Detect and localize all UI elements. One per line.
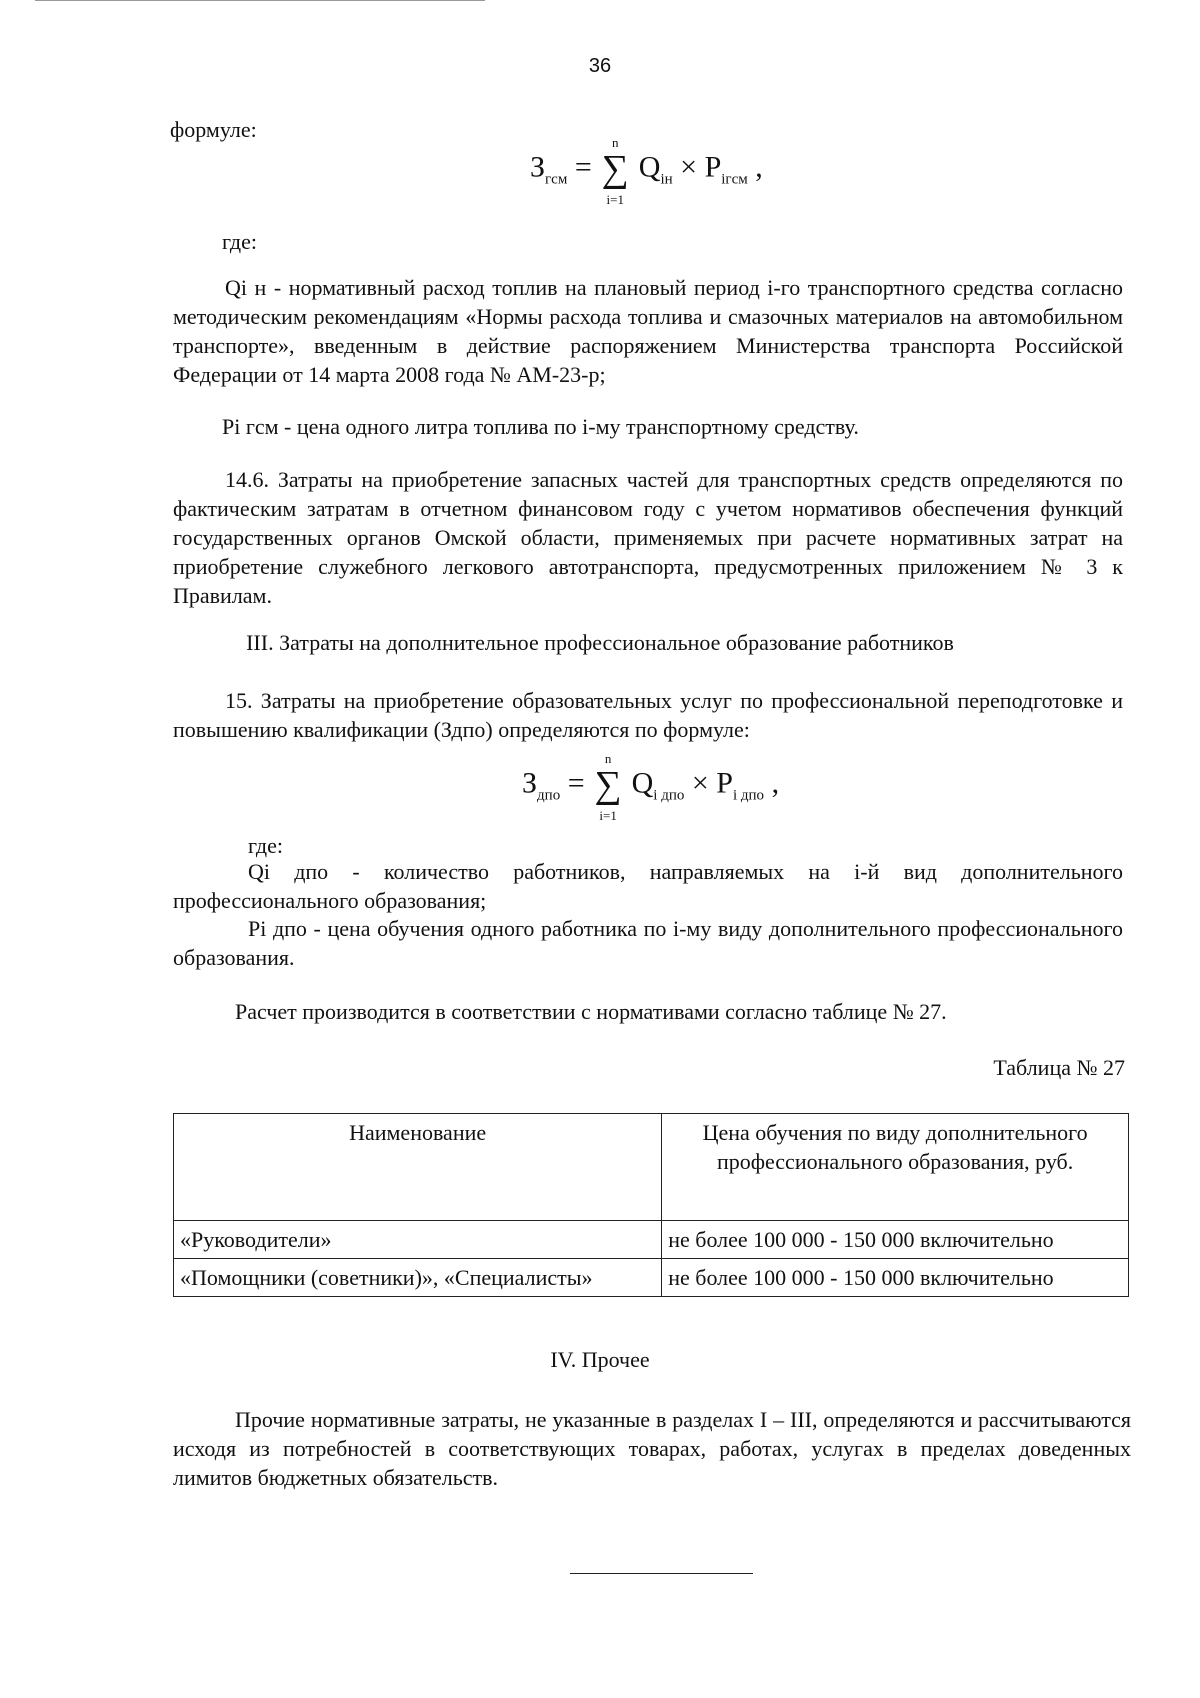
table-cell-price: не более 100 000 - 150 000 включительно — [662, 1221, 1129, 1259]
where-label: где: — [248, 833, 283, 858]
formula-lhs-subscript: дпо — [537, 787, 561, 804]
definition-fuel-consumption: Qi н - нормативный расход топлив на плановый период i-го транспортного средства согласно методическим рекомендациям «Нормы расхода топлива и смазочных материалов на автомобильном транспорте», введенным в действие распоряжением Министерства транспорта Российской Федерации от 14 марта 2008 года № АМ-23-р; — [173, 275, 1123, 387]
formula-training-cost: $З_{дпо}$ = n ∑ i=1 $Q_{i дпо} \times P_{i дпо}$ , — [522, 751, 780, 823]
sum-lower-limit: i=1 — [606, 192, 624, 207]
formula-p: P — [704, 150, 722, 184]
formula-p-subscript: iгсм — [721, 171, 748, 188]
formula-q: Q — [631, 766, 654, 800]
section-title-iii: III. Затраты на дополнительное профессиональное образование работников — [246, 630, 954, 655]
formula-tail: , — [755, 150, 763, 184]
section-title-iv: IV. Прочее — [550, 1347, 650, 1372]
table-row — [174, 1221, 1129, 1259]
sum-upper-limit: n — [612, 135, 619, 150]
table-cell-name: «Руководители» — [174, 1221, 662, 1259]
sum-lower-limit: i=1 — [599, 808, 617, 823]
definition-fuel-price: Pi гсм - цена одного литра топлива по i-му транспортному средству. — [222, 414, 859, 439]
end-separator-line — [570, 1573, 753, 1574]
formula-lhs-subscript: гсм — [545, 171, 568, 188]
sum-upper-limit: n — [604, 751, 612, 766]
table-header-row — [174, 1114, 1129, 1221]
sum-operator: n ∑ i=1 — [599, 150, 631, 189]
table-caption: Таблица № 27 — [993, 1055, 1125, 1080]
formula-q: Q — [638, 150, 661, 184]
page-number: 36 — [588, 55, 612, 77]
formula-p-subscript: i дпо — [732, 787, 765, 804]
table-27 — [173, 1113, 1129, 1297]
formula-q-subscript: i дпо — [653, 787, 685, 804]
where-label: где: — [222, 229, 257, 254]
formula-lhs: З — [530, 150, 546, 184]
table-row — [174, 1259, 1129, 1297]
table-header-cell: Цена обучения по виду дополнительного профессионального образования, руб. — [662, 1114, 1129, 1221]
paragraph-14-6: 14.6. Затраты на приобретение запасных частей для транспортных средств определяются по фактическим затратам в отчетном финансовом году с учетом нормативов обеспечения функций государственных органов Омской области, применяемых при расчете нормативных затрат на приобретение служебного легкового автотранспорта, предусмотренных приложением № 3 к Правилам. — [173, 467, 1123, 608]
formula-lead-text: формуле: — [170, 117, 257, 142]
table-cell-name: «Помощники (советники)», «Специалисты» — [174, 1259, 662, 1297]
table-header-cell: Наименование — [174, 1114, 662, 1221]
definition-trainee-count: Qi дпо - количество работников, направляемых на i-й вид дополнительного профессионального образования; — [173, 859, 1123, 913]
paragraph-other: Прочие нормативные затраты, не указанные в разделах I – III, определяются и рассчитываются исходя из потребностей в соответствующих товарах, работах, услугах в пределах доведенных лимитов бюджетных обязательств. — [173, 1407, 1131, 1490]
calculation-note: Расчет производится в соответствии с нормативами согласно таблице № 27. — [235, 999, 947, 1024]
formula-fuel-cost: $З_{гсм}$ = n ∑ i=1 $Q_{iн} \times P_{iгсм}$ , — [530, 135, 763, 207]
definition-training-price: Pi дпо - цена обучения одного работника по i-му виду дополнительного профессионального образования. — [173, 916, 1123, 970]
paragraph-15: 15. Затраты на приобретение образовательных услуг по профессиональной переподготовке и повышению квалификации (Здпо) определяются по формуле: — [173, 688, 1123, 742]
formula-p: P — [716, 766, 733, 800]
scan-top-rule — [35, 0, 485, 1]
formula-lhs: З — [522, 766, 538, 800]
table-cell-price: не более 100 000 - 150 000 включительно — [662, 1259, 1129, 1297]
formula-q-subscript: iн — [660, 171, 673, 188]
sum-operator: n ∑ i=1 — [592, 766, 624, 805]
formula-tail: , — [771, 766, 780, 800]
